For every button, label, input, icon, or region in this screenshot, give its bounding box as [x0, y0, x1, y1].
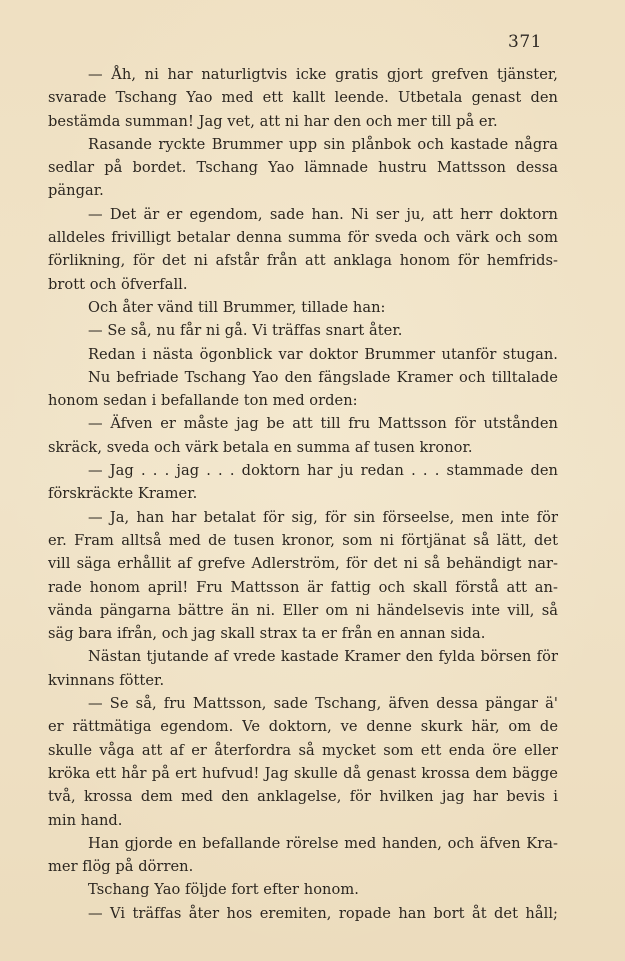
text-line: säg bara ifrån, och jag skall strax ta er från en annan sida. — [48, 625, 486, 643]
text-line: Redan i nästa ögonblick var doktor Brummer utanför stugan. — [88, 345, 558, 363]
text-line: — Ja, han har betalat för sig, för sin förseelse, men inte för — [88, 508, 558, 526]
text-line: svarade Tschang Yao med ett kallt leende. Utbetala genast den — [48, 89, 558, 107]
text-line: — Se så, nu får ni gå. Vi träffas snart åter. — [88, 322, 403, 340]
text-line: — Vi träffas åter hos eremiten, ropade han bort åt det håll; — [88, 904, 558, 922]
text-line: rade honom april! Fru Mattsson är fattig och skall förstå att an- — [48, 578, 558, 596]
text-line: vill säga erhållit af grefve Adlerström, för det ni så behändigt nar- — [48, 555, 558, 573]
text-line: mer flög på dörren. — [48, 858, 194, 876]
text-line: kvinnans fötter. — [48, 671, 165, 689]
text-line: Nästan tjutande af vrede kastade Kramer den fylda börsen för — [88, 648, 558, 666]
text-line: er rättmätiga egendom. Ve doktorn, ve denne skurk här, om de — [48, 718, 558, 736]
text-line: — Jag . . . jag . . . doktorn har ju redan . . . stammade den — [88, 462, 558, 480]
text-line: förskräckte Kramer. — [48, 485, 198, 503]
text-line: honom sedan i befallande ton med orden: — [48, 392, 358, 410]
text-line: vända pängarna bättre än ni. Eller om ni händelsevis inte vill, så — [48, 601, 558, 619]
text-line: Nu befriade Tschang Yao den fängslade Kramer och tilltalade — [88, 368, 558, 386]
text-line: alldeles frivilligt betalar denna summa för sveda och värk och som — [48, 229, 558, 247]
text-line: förlikning, för det ni afstår från att anklaga honom för hemfrids- — [48, 252, 558, 270]
text-line: Rasande ryckte Brummer upp sin plånbok och kastade några — [88, 135, 558, 153]
text-line: — Äfven er måste jag be att till fru Mattsson för utstånden — [88, 415, 558, 433]
text-line: Tschang Yao följde fort efter honom. — [88, 881, 359, 899]
text-line: skräck, sveda och värk betala en summa af tusen kronor. — [48, 438, 473, 456]
text-line: Och åter vänd till Brummer, tillade han: — [88, 298, 386, 316]
text-line: kröka ett hår på ert hufvud! Jag skulle då genast krossa dem bägge — [48, 764, 558, 782]
page-number: 371 — [508, 32, 542, 52]
text-line: brott och öfverfall. — [48, 275, 188, 293]
text-line: skulle våga att af er återfordra så mycket som ett enda öre eller — [48, 741, 558, 759]
body-text — [48, 63, 558, 925]
text-line: er. Fram alltså med de tusen kronor, som ni förtjänat så lätt, det — [48, 531, 558, 549]
text-line: — Åh, ni har naturligtvis icke gratis gjort grefven tjänster, — [88, 66, 558, 83]
text-line: — Se så, fru Mattsson, sade Tschang, äfven dessa pängar ä' — [88, 695, 558, 713]
text-line: — Det är er egendom, sade han. Ni ser ju, att herr doktorn — [88, 205, 558, 223]
text-line: min hand. — [48, 811, 123, 829]
text-line: bestämda summan! Jag vet, att ni har den och mer till på er. — [48, 112, 498, 130]
text-line: sedlar på bordet. Tschang Yao lämnade hustru Mattsson dessa — [48, 159, 558, 177]
text-line: två, krossa dem med den anklagelse, för hvilken jag har bevis i — [48, 788, 558, 806]
text-line: pängar. — [48, 182, 104, 200]
text-line: Han gjorde en befallande rörelse med handen, och äfven Kra- — [88, 834, 558, 852]
